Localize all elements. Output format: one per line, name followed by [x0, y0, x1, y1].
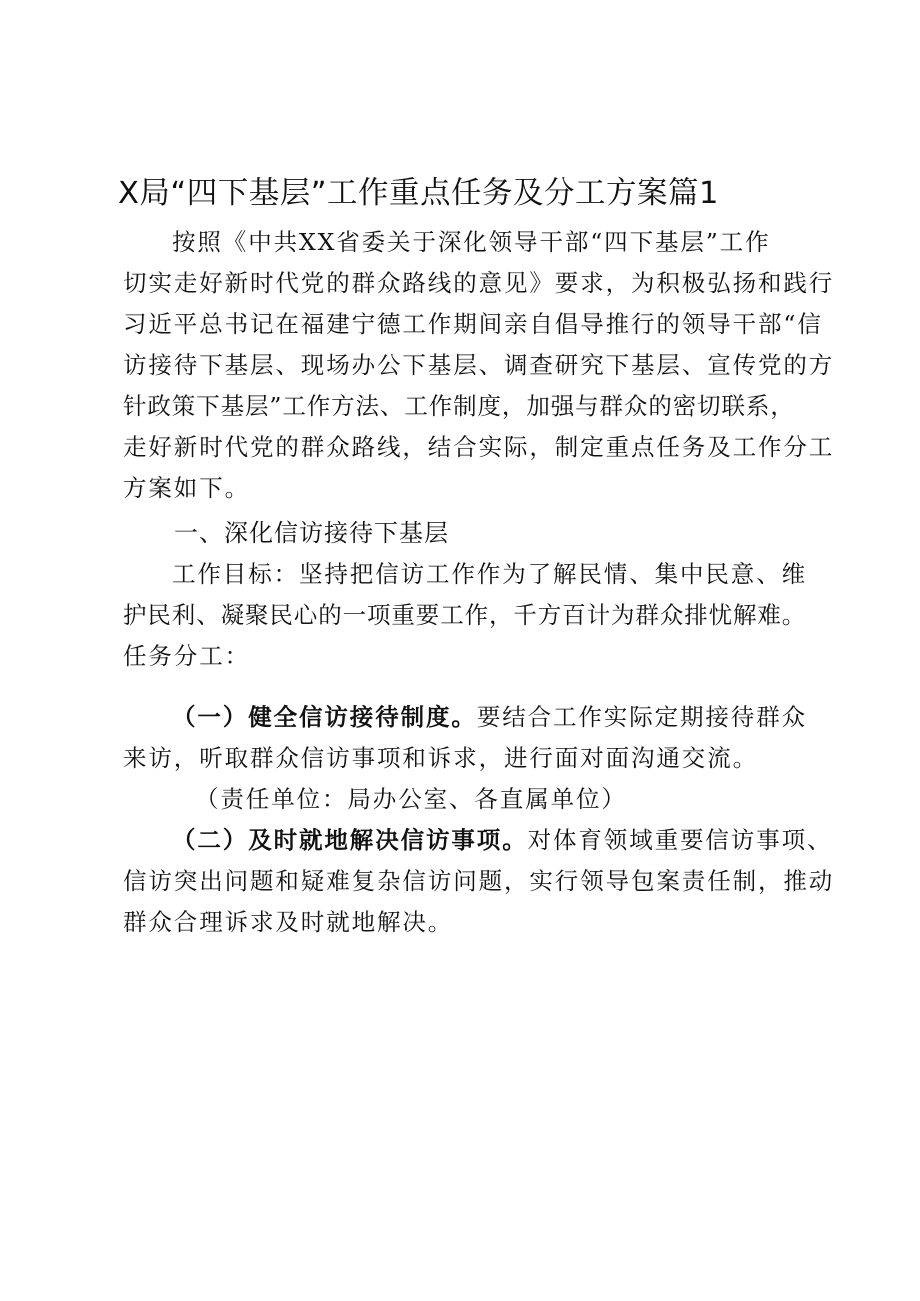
responsible-unit-note: （责任单位：局办公室、各直属单位）: [195, 785, 627, 813]
paragraph-line: 任务分工：: [123, 642, 250, 670]
section-heading: 一、深化信访接待下基层: [174, 519, 449, 547]
task-item-1-text: 要结合工作实际定期接待群众: [476, 703, 808, 731]
paragraph-line: 针政策下基层”工作方法、工作制度，加强与群众的密切联系，: [123, 392, 795, 420]
task-item-1-heading: （一）健全信访接待制度。: [172, 703, 477, 731]
paragraph-line: 访接待下基层、现场办公下基层、调查研究下基层、宣传党的方: [123, 351, 835, 379]
task-item-1: [123, 697, 823, 738]
paragraph-line: 工作目标：坚持把信访工作作为了解民情、集中民意、维: [172, 560, 807, 588]
paragraph-line: 方案如下。: [123, 474, 250, 502]
task-item-2-heading: （二）及时就地解决信访事项。: [172, 826, 528, 854]
task-item-2-text: 对体育领域重要信访事项、: [527, 826, 833, 854]
paragraph-line: 信访突出问题和疑难复杂信访问题，实行领导包案责任制，推动: [123, 867, 835, 895]
document-body: [123, 222, 835, 943]
document-title: X局“四下基层”工作重点任务及分工方案篇1: [118, 176, 719, 211]
paragraph-line: 走好新时代党的群众路线，结合实际，制定重点任务及工作分工: [123, 433, 835, 461]
paragraph-line: 群众合理诉求及时就地解决。: [123, 908, 454, 936]
paragraph-line: 习近平总书记在福建宁德工作期间亲自倡导推行的领导干部“信: [123, 310, 823, 338]
task-item-2: [123, 820, 833, 861]
paragraph-line: 切实走好新时代党的群众路线的意见》要求，为积极弘扬和践行: [123, 269, 835, 297]
paragraph-line: 护民利、凝聚民心的一项重要工作，千方百计为群众排忧解难。: [123, 601, 807, 629]
paragraph-line: 来访，听取群众信访事项和诉求，进行面对面沟通交流。: [123, 744, 758, 772]
paragraph-line: 按照《中共XX省委关于深化领导干部“四下基层”工作: [172, 228, 771, 256]
